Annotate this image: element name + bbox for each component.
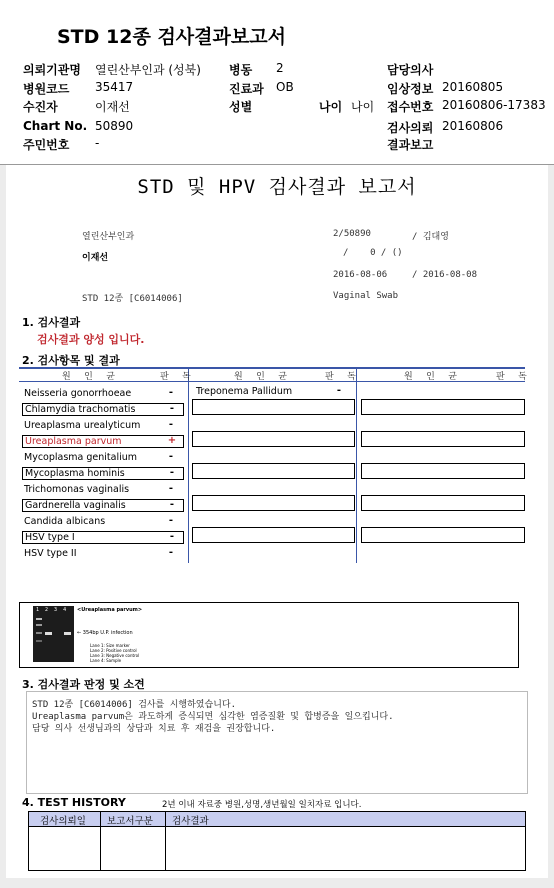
report-title: STD 12종 검사결과보고서 xyxy=(57,26,286,48)
table-row xyxy=(22,547,182,560)
pathogen-name: HSV type II xyxy=(24,548,77,559)
pathogen-name: Mycoplasma genitalium xyxy=(24,452,138,463)
pathogen-name: Gardnerella vaginalis xyxy=(25,500,126,511)
table-row xyxy=(22,499,184,512)
col2-header-judge: 판 독 xyxy=(325,372,360,382)
pathogen-result: - xyxy=(169,499,175,510)
history-col-type: 보고서구분 xyxy=(107,816,153,827)
history-table xyxy=(28,811,526,871)
gel-caption: <Ureaplasma parvum> xyxy=(77,607,143,613)
pathogen-result: - xyxy=(168,451,174,462)
col2-header-pathogen: 원 인 균 xyxy=(234,372,291,382)
header-divider xyxy=(0,164,554,165)
empty-row xyxy=(192,495,355,511)
doctor-label: 담당의사 xyxy=(387,63,434,77)
chart-label: Chart No. xyxy=(23,119,88,133)
gel-result-box xyxy=(19,602,519,668)
empty-row xyxy=(361,431,525,447)
doc-chart: 2/50890 xyxy=(333,229,371,239)
hospital-value: 열린산부인과 (성북) xyxy=(95,63,201,77)
findings-box xyxy=(26,691,528,794)
pathogen-result: - xyxy=(169,403,175,414)
doc-date-report: / 2016-08-08 xyxy=(412,270,478,280)
col1-header-judge: 판 독 xyxy=(160,372,195,382)
request-value: 20160806 xyxy=(442,119,504,133)
gel-legend-2: Lane 3: Negative control xyxy=(90,653,140,658)
dept-value: OB xyxy=(276,80,294,94)
bottom-margin xyxy=(0,878,554,888)
pathogen-result: - xyxy=(168,419,174,430)
patient-value: 이재선 xyxy=(95,100,130,114)
pathogen-name: Treponema Pallidum xyxy=(196,386,293,397)
right-margin xyxy=(548,165,554,888)
ward-value: 2 xyxy=(276,61,284,75)
finding-line-2: Ureaplasma parvum은 과도하게 증식되면 심각한 염증질환 및 합병증을 일으킵니다. xyxy=(32,712,394,722)
table-row xyxy=(22,483,182,496)
gel-band-text: 354bp U.P. infection xyxy=(82,630,133,636)
gel-legend-0: Lane 1: Size marker xyxy=(90,643,130,648)
gel-lane-numbers: 1 2 3 4 xyxy=(36,607,67,613)
chart-value: 50890 xyxy=(95,119,134,133)
gel-image xyxy=(33,606,74,662)
doc-hospital: 열린산부인과 xyxy=(82,232,135,242)
doc-test: STD 12종 [C6014006] xyxy=(82,294,183,304)
age-label: 나이 xyxy=(319,100,343,114)
empty-row xyxy=(361,495,525,511)
pathogen-result: + xyxy=(167,435,177,446)
section1-title: 1. 검사결과 xyxy=(22,316,81,329)
dept-label: 진료과 xyxy=(229,82,264,96)
empty-row xyxy=(192,399,355,415)
pathogen-name: Candida albicans xyxy=(24,516,106,527)
result-summary: 검사결과 양성 입니다. xyxy=(37,333,145,346)
history-col-result: 검사결과 xyxy=(172,816,209,827)
gel-band-label: ← 354bp U.P. infection xyxy=(77,630,133,636)
rrn-value: - xyxy=(95,136,100,150)
hospital-label: 의뢰기관명 xyxy=(23,63,81,77)
pathogen-name: Trichomonas vaginalis xyxy=(24,484,130,495)
meta-block xyxy=(23,61,553,161)
empty-row xyxy=(192,431,355,447)
table-row xyxy=(22,515,182,528)
pathogen-name: Chlamydia trachomatis xyxy=(25,404,136,415)
col1-header-pathogen: 원 인 균 xyxy=(62,372,119,382)
col-divider-2 xyxy=(356,367,357,563)
section4-title: 4. TEST HISTORY xyxy=(22,796,126,809)
doc-doctor: / 김대영 xyxy=(412,232,449,242)
finding-line-1: STD 12종 [C6014006] 검사를 시행하였습니다. xyxy=(32,700,237,710)
clinical-label: 임상정보 xyxy=(387,82,434,96)
finding-line-3: 담당 의사 선생님과의 상담과 치료 후 재검을 권장합니다. xyxy=(32,724,276,734)
gel-legend-3: Lane 4: Sample xyxy=(90,658,122,663)
empty-row xyxy=(361,399,525,415)
ward-label: 병동 xyxy=(229,63,253,77)
patient-label: 수진자 xyxy=(23,100,58,114)
pathogen-result: - xyxy=(169,467,175,478)
clinical-value: 20160805 xyxy=(442,80,504,94)
section3-title: 3. 검사결과 판정 및 소견 xyxy=(22,678,145,691)
empty-row xyxy=(361,463,525,479)
history-col-date: 검사의뢰일 xyxy=(40,816,86,827)
pathogen-result: - xyxy=(168,547,174,558)
left-margin xyxy=(0,165,6,888)
doc-age: / 0 / () xyxy=(343,248,403,258)
col3-header-judge: 판 독 xyxy=(496,372,531,382)
report-label: 결과보고 xyxy=(387,138,434,152)
doc-date-request: 2016-08-06 xyxy=(333,270,388,280)
table-row xyxy=(22,531,184,544)
pathogen-name: Mycoplasma hominis xyxy=(25,468,125,479)
empty-row xyxy=(192,527,355,543)
pathogen-result: - xyxy=(168,483,174,494)
col-divider-1 xyxy=(188,367,189,563)
pathogen-result: - xyxy=(168,387,174,398)
table-row xyxy=(22,419,182,432)
age-value: 나이 xyxy=(351,100,375,114)
hospcode-value: 35417 xyxy=(95,80,134,94)
table-row xyxy=(22,435,184,448)
history-header-row xyxy=(28,811,526,827)
doc-title: STD 및 HPV 검사결과 보고서 xyxy=(137,176,417,198)
table-row xyxy=(22,467,184,480)
pathogen-name: Ureaplasma parvum xyxy=(25,436,122,447)
pathogen-result: - xyxy=(168,515,174,526)
hospcode-label: 병원코드 xyxy=(23,82,70,96)
doc-patient: 이재선 xyxy=(82,253,109,263)
history-divider-2 xyxy=(165,812,166,870)
pathogen-name: Ureaplasma urealyticum xyxy=(24,420,141,431)
rrn-label: 주민번호 xyxy=(23,138,70,152)
table-row xyxy=(194,385,352,398)
receipt-label: 접수번호 xyxy=(387,100,434,114)
table-row xyxy=(22,403,184,416)
empty-row xyxy=(192,463,355,479)
pathogen-result: - xyxy=(336,385,342,396)
request-label: 검사의뢰 xyxy=(387,121,434,135)
history-note: 2년 이내 자료중 병원,성명,생년월일 일치자료 입니다. xyxy=(162,800,362,810)
doc-specimen: Vaginal Swab xyxy=(333,291,399,301)
section2-title: 2. 검사항목 및 결과 xyxy=(22,354,120,367)
table-row xyxy=(22,451,182,464)
gel-legend-1: Lane 2: Positive control xyxy=(90,648,137,653)
pathogen-result: - xyxy=(169,531,175,542)
col3-header-pathogen: 원 인 균 xyxy=(404,372,461,382)
empty-row xyxy=(361,527,525,543)
history-divider-1 xyxy=(100,812,101,870)
table-row xyxy=(22,387,182,400)
pathogen-name: HSV type I xyxy=(25,532,75,543)
sex-label: 성별 xyxy=(229,100,253,114)
pathogen-name: Neisseria gonorrhoeae xyxy=(24,388,132,399)
receipt-value: 20160806-17383 xyxy=(442,98,546,112)
